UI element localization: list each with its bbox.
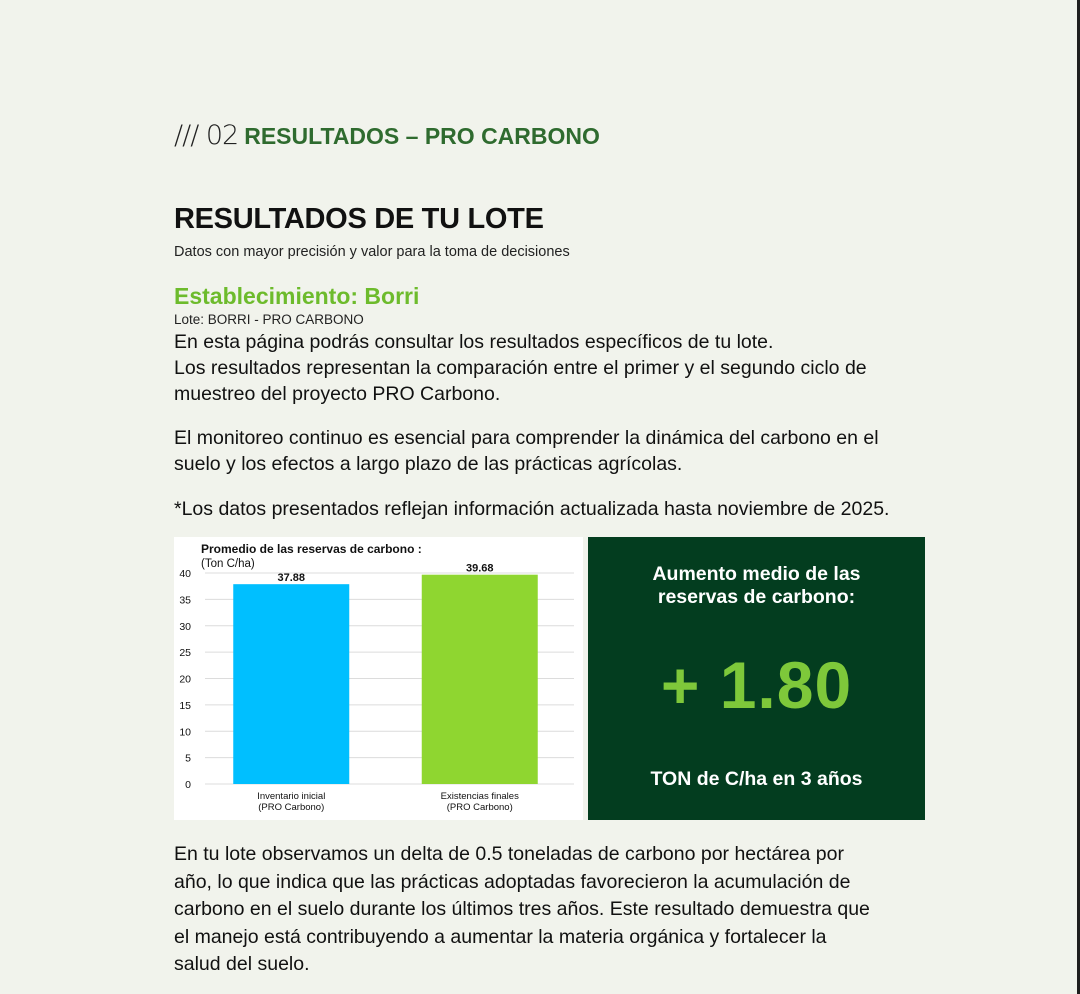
monitoring-line: suelo y los efectos a largo plazo de las prácticas agrícolas. [174, 453, 683, 475]
monitoring-paragraph [174, 425, 974, 477]
conclusion-paragraph [174, 841, 964, 979]
establishment-name: Establecimiento: Borri [174, 283, 420, 309]
y-tick-label: 0 [185, 779, 191, 791]
bar [422, 575, 538, 784]
intro-line: Los resultados representan la comparación entre el primer y el segundo ciclo de [174, 357, 867, 379]
y-tick-label: 15 [179, 699, 191, 712]
x-tick-label: Existencias finales [440, 791, 519, 802]
y-tick-label: 20 [179, 673, 191, 686]
carbon-increase-panel [588, 537, 925, 820]
section-title: RESULTADOS – PRO CARBONO [244, 123, 600, 149]
section-header [174, 120, 600, 151]
monitoring-line: El monitoreo continuo es esencial para comprender la dinámica del carbono en el [174, 427, 879, 449]
bar [233, 584, 349, 784]
chart-y-ticks [179, 568, 191, 791]
y-tick-label: 30 [179, 620, 191, 633]
chart-bars [233, 575, 538, 784]
page-subtitle: Datos con mayor precisión y valor para la toma de decisiones [174, 244, 570, 260]
carbon-increase-title-line: Aumento medio de las [652, 563, 861, 585]
carbon-reserves-chart [174, 537, 583, 820]
page-title: RESULTADOS DE TU LOTE [174, 203, 544, 235]
section-number: /// 02 [174, 120, 239, 151]
lote-label: Lote: BORRI - PRO CARBONO [174, 312, 364, 327]
conclusion-line: año, lo que indica que las prácticas adoptadas favorecieron la acumulación de [174, 870, 851, 893]
carbon-increase-title [588, 563, 925, 609]
chart-title: Promedio de las reservas de carbono : [201, 542, 422, 556]
carbon-increase-title-line: reservas de carbono: [657, 586, 856, 608]
intro-paragraph [174, 329, 974, 407]
x-tick-label: Inventario inicial [257, 791, 326, 802]
y-tick-label: 25 [179, 647, 191, 660]
y-tick-label: 35 [179, 594, 191, 607]
carbon-increase-unit: TON de C/ha en 3 años [650, 768, 863, 790]
chart-y-axis-label: (Ton C/ha) [201, 558, 255, 570]
intro-line: muestreo del proyecto PRO Carbono. [174, 383, 501, 405]
conclusion-line: salud del suelo. [174, 953, 310, 975]
conclusion-line: En tu lote observamos un delta de 0.5 toneladas de carbono por hectárea por [174, 843, 844, 865]
bar-value-label: 37.88 [277, 572, 306, 585]
x-tick-label: (PRO Carbono) [446, 802, 513, 813]
data-note: *Los datos presentados reflejan información actualizada hasta noviembre de 2025. [174, 498, 890, 520]
conclusion-line: carbono en el suelo durante los últimos tres años. Este resultado demuestra que [174, 898, 870, 920]
carbon-increase-value: + 1.80 [660, 648, 853, 722]
bar-value-label: 39.68 [465, 562, 494, 575]
y-tick-label: 40 [179, 568, 191, 580]
y-tick-label: 5 [185, 752, 191, 765]
chart-x-ticks [257, 791, 519, 813]
x-tick-label: (PRO Carbono) [258, 802, 325, 813]
bar-chart-svg [174, 537, 583, 820]
conclusion-line: el manejo está contribuyendo a aumentar la materia orgánica y fortalecer la [174, 925, 827, 948]
intro-line: En esta página podrás consultar los resultados específicos de tu lote. [174, 331, 774, 353]
y-tick-label: 10 [179, 726, 191, 739]
